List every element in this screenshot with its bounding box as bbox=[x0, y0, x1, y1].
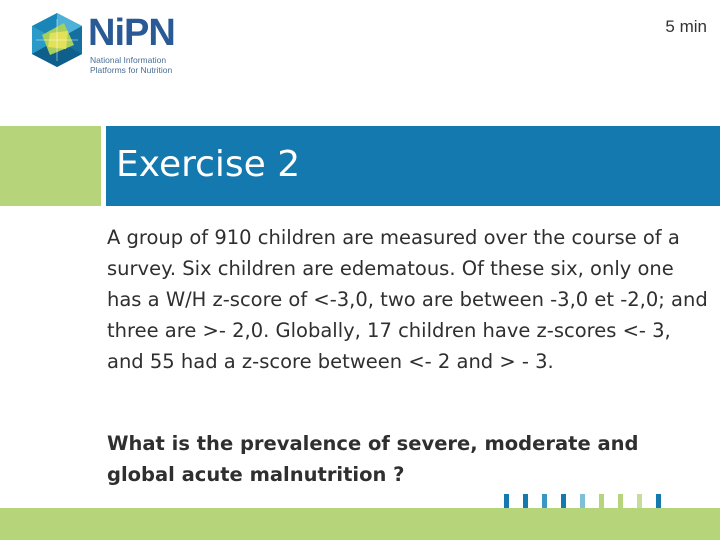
exercise-body: A group of 910 children are measured over the course of a survey. Six children are edematous. Of these six, only one has a W/H z-score of <-3,0, two are between -3,0 et -2,0; and three are >- 2,0. Globally, 17 children have z-scores <- 3, and 55 had a z-score between <- 2 and > - 3. bbox=[107, 226, 708, 373]
timer-label: 5 min bbox=[665, 17, 707, 36]
logo-tagline: National Information Platforms for Nutrition bbox=[90, 55, 173, 75]
nipn-logo-icon bbox=[28, 11, 86, 69]
exercise-question: What is the prevalence of severe, moderate and global acute malnutrition ? bbox=[107, 432, 639, 486]
title-bar-accent bbox=[0, 126, 101, 206]
bottom-band bbox=[0, 508, 720, 540]
slide-title: Exercise 2 bbox=[116, 144, 301, 185]
nipn-logo bbox=[28, 11, 188, 83]
logo-wordmark: NiPN bbox=[88, 12, 175, 54]
